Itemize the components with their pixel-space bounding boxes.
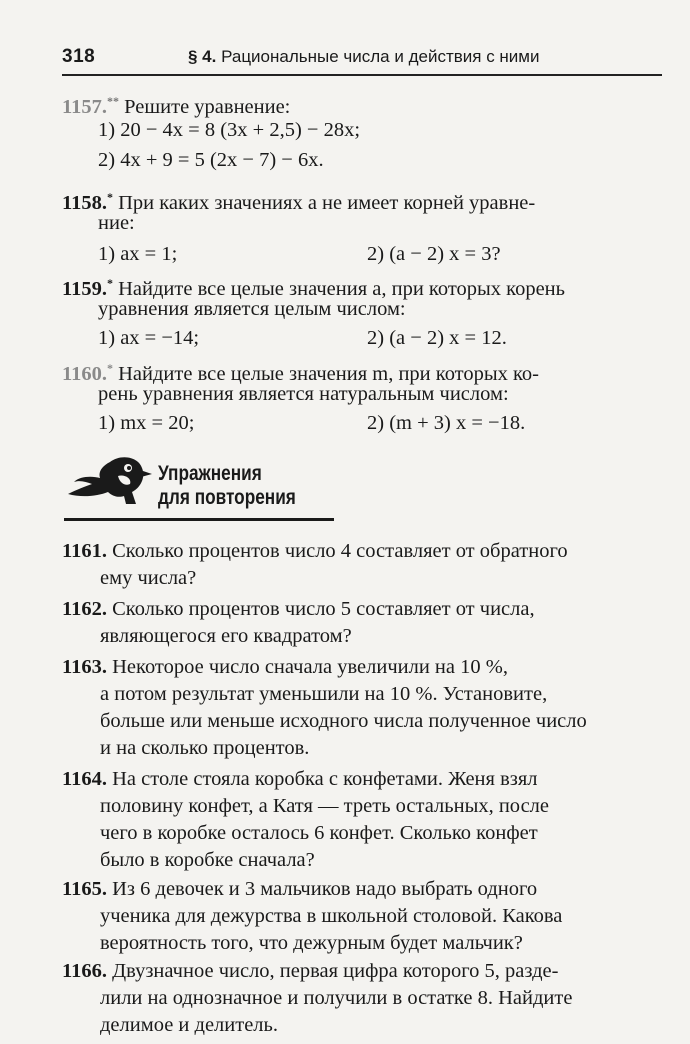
problem-number: 1158. [62,192,107,214]
exercise-1166 [62,958,662,1039]
exercise-line: и на сколько процентов. [100,737,310,759]
exercise-1162 [62,596,662,650]
exercise-line: являющегося его квадратом? [100,625,352,647]
exercise-number: 1164. [62,768,107,790]
exercise-line: Из 6 девочек и 3 мальчиков надо выбрать одного [112,878,538,900]
page-number: 318 [62,46,96,67]
exercise-line: было в коробке сначала? [100,849,315,871]
problem-text: При каких значениях a не имеет корней уравне- [118,192,536,214]
banner-title-line2: для повторения [158,486,296,509]
problem-number: 1159. [62,278,107,300]
exercise-line: ему числа? [100,567,197,589]
exercise-line: Некоторое число сначала увеличили на 10 %, [112,656,508,678]
exercise-line: лили на однозначное и получили в остатке 8. Найдите [100,987,573,1009]
difficulty-marker: * [107,361,113,375]
exercise-line: ученика для дежурства в школьной столовой. Какова [100,905,563,927]
problem-1158 [62,184,662,268]
exercise-line: вероятность того, что дежурным будет мальчик? [100,932,523,954]
page-header [62,42,662,76]
problem-item: 1) 20 − 4x = 8 (3x + 2,5) − 28x; [98,119,361,141]
problem-item: 1) ax = 1; [98,243,178,265]
problem-text-cont: рень уравнения является натуральным числом: [98,383,509,405]
banner-title [158,462,306,510]
problem-1160 [62,355,662,437]
exercise-number: 1162. [62,598,107,620]
difficulty-marker: * [107,190,113,204]
problem-1159 [62,270,662,352]
problem-number: 1157. [62,96,107,118]
exercise-number: 1161. [62,540,107,562]
section-title [188,47,540,67]
exercise-number: 1163. [62,656,107,678]
exercise-1163 [62,654,662,762]
problem-1157 [62,88,662,173]
review-exercises-banner [62,452,342,522]
problem-text: Решите уравнение: [124,96,291,118]
problem-text-cont: ние: [98,212,135,234]
difficulty-marker: * [107,276,113,290]
banner-underline [64,518,334,521]
exercise-line: Сколько процентов число 5 составляет от числа, [112,598,535,620]
bird-icon [62,452,162,522]
exercise-line: чего в коробке осталось 6 конфет. Сколько конфет [100,822,538,844]
exercise-line: Двузначное число, первая цифра которого 5, разде- [112,960,559,982]
exercise-line: Сколько процентов число 4 составляет от обратного [112,540,568,562]
problem-item: 2) (m + 3) x = −18. [367,412,526,434]
problem-text: Найдите все целые значения a, при которых корень [118,278,566,300]
exercise-1164 [62,766,662,874]
exercise-1161 [62,538,662,592]
exercise-line: половину конфет, а Катя — треть остальных, после [100,795,549,817]
problem-item: 2) (a − 2) x = 3? [367,243,501,265]
problem-item: 1) ax = −14; [98,327,200,349]
problem-item: 1) mx = 20; [98,412,195,434]
banner-title-line1: Упражнения [158,462,262,485]
difficulty-marker: ** [107,94,119,108]
section-mark: § 4. [188,47,217,66]
problem-text: Найдите все целые значения m, при которых ко- [118,363,540,385]
exercise-number: 1166. [62,960,107,982]
problem-text-cont: уравнения является целым числом: [98,298,406,320]
problem-item: 2) (a − 2) x = 12. [367,327,507,349]
exercise-line: На столе стояла коробка с конфетами. Женя взял [112,768,538,790]
problem-number: 1160. [62,363,107,385]
exercise-line: делимое и делитель. [100,1014,279,1036]
problem-item: 2) 4x + 9 = 5 (2x − 7) − 6x. [98,149,324,171]
exercise-1165 [62,876,662,957]
exercise-line: больше или меньше исходного числа полученное число [100,710,587,732]
exercise-number: 1165. [62,878,107,900]
section-title-text: Рациональные числа и действия с ними [221,47,540,66]
exercise-line: а потом результат уменьшили на 10 %. Установите, [100,683,548,705]
